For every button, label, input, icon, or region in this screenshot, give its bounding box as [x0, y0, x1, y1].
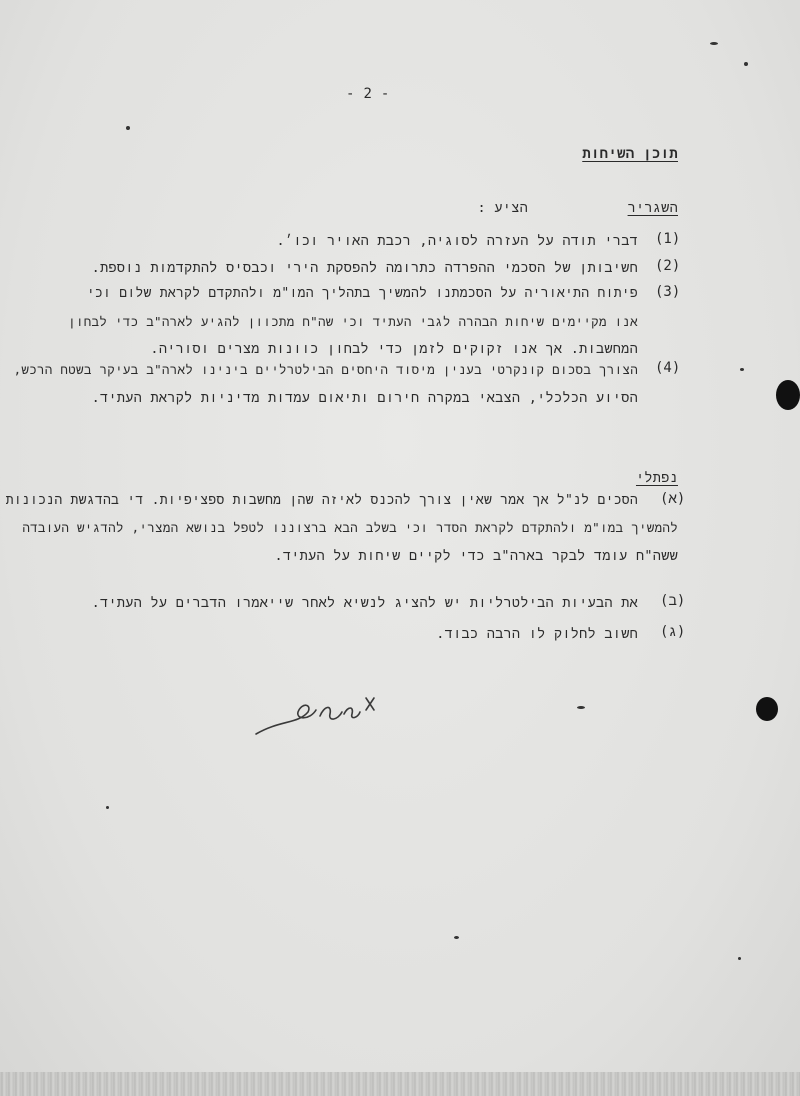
- item-line: הצורך בסכום קונקרטי בענין מיסוד היחסים הבילטרליים בינינו לארה"ב בעיקר בשטח הרכש,: [13, 362, 638, 377]
- ink-blot: [756, 697, 778, 721]
- speck: [740, 368, 744, 371]
- item-number: (4): [655, 360, 681, 376]
- item-number: (1): [655, 231, 681, 247]
- section-heading: תוכן השיחות: [582, 146, 678, 162]
- item-line: להמשיך במו"מ ולהתקדם לקראת הסדר וכי בשלב הבא ברצוננו לטפל בנושא המצרי, להדגיש העובדה: [22, 520, 678, 535]
- speck: [577, 706, 585, 709]
- item-line: דברי תודה על העזרה לסוגיה, רכבת האויר וכו׳.: [276, 233, 638, 249]
- page-number: - 2 -: [346, 86, 390, 102]
- ambassador-label: השגריר: [627, 200, 678, 216]
- speck: [738, 957, 741, 960]
- speck: [710, 42, 718, 45]
- ambassador-verb: הציע :: [477, 200, 528, 216]
- naftali-label: נפתלי: [635, 470, 678, 486]
- item-number: (2): [655, 258, 681, 274]
- signature: [250, 690, 390, 740]
- speck: [126, 126, 130, 130]
- item-line: את הבעיות הבילטרליות יש להציג לנשיא לאחר שייאמרו הדברים על העתיד.: [91, 595, 638, 611]
- item-line: ששה"ח עומד לבקר בארה"ב כדי לקיים שיחות על העתיד.: [274, 548, 678, 564]
- speck: [106, 806, 109, 809]
- item-line: הסכים לנ"ל אך אמר שאין צורך להכנס לאיזה שהן מחשבות ספציפיות. די בהדגשת הנכונות: [5, 493, 638, 508]
- ink-blot: [776, 380, 800, 410]
- item-line: פיתוח התיאוריה על הסכמתנו להמשיך בתהליך המו"מ ולהתקדם לקראת שלום וכי: [86, 286, 638, 301]
- item-line: הסיוע הכלכלי, הצבאי במקרה חירום ותיאום עמדות מדיניות לקראת העתיד.: [91, 390, 638, 406]
- item-number: (ג): [660, 624, 686, 640]
- item-line: חשוב לחלוק לו הרבה כבוד.: [436, 626, 638, 642]
- item-line: אנו מקיימים שיחות הבהרה לגבי העתיד וכי שה"ח מתכוון להגיע לארה"ב כדי לבחון: [68, 314, 638, 329]
- speck: [454, 936, 459, 939]
- item-number: (א): [660, 491, 686, 507]
- speck: [744, 62, 748, 66]
- item-line: המחשבות. אך אנו זקוקים לזמן כדי לבחון כוונות מצרים וסוריה.: [150, 341, 638, 357]
- item-number: (3): [655, 284, 681, 300]
- scan-edge: [0, 1072, 800, 1096]
- item-number: (ב): [660, 593, 686, 609]
- item-line: חשיבותן של הסכמי ההפרדה כתרומה להפסקת הירי וכבסיס להתקדמות נוספת.: [91, 260, 638, 276]
